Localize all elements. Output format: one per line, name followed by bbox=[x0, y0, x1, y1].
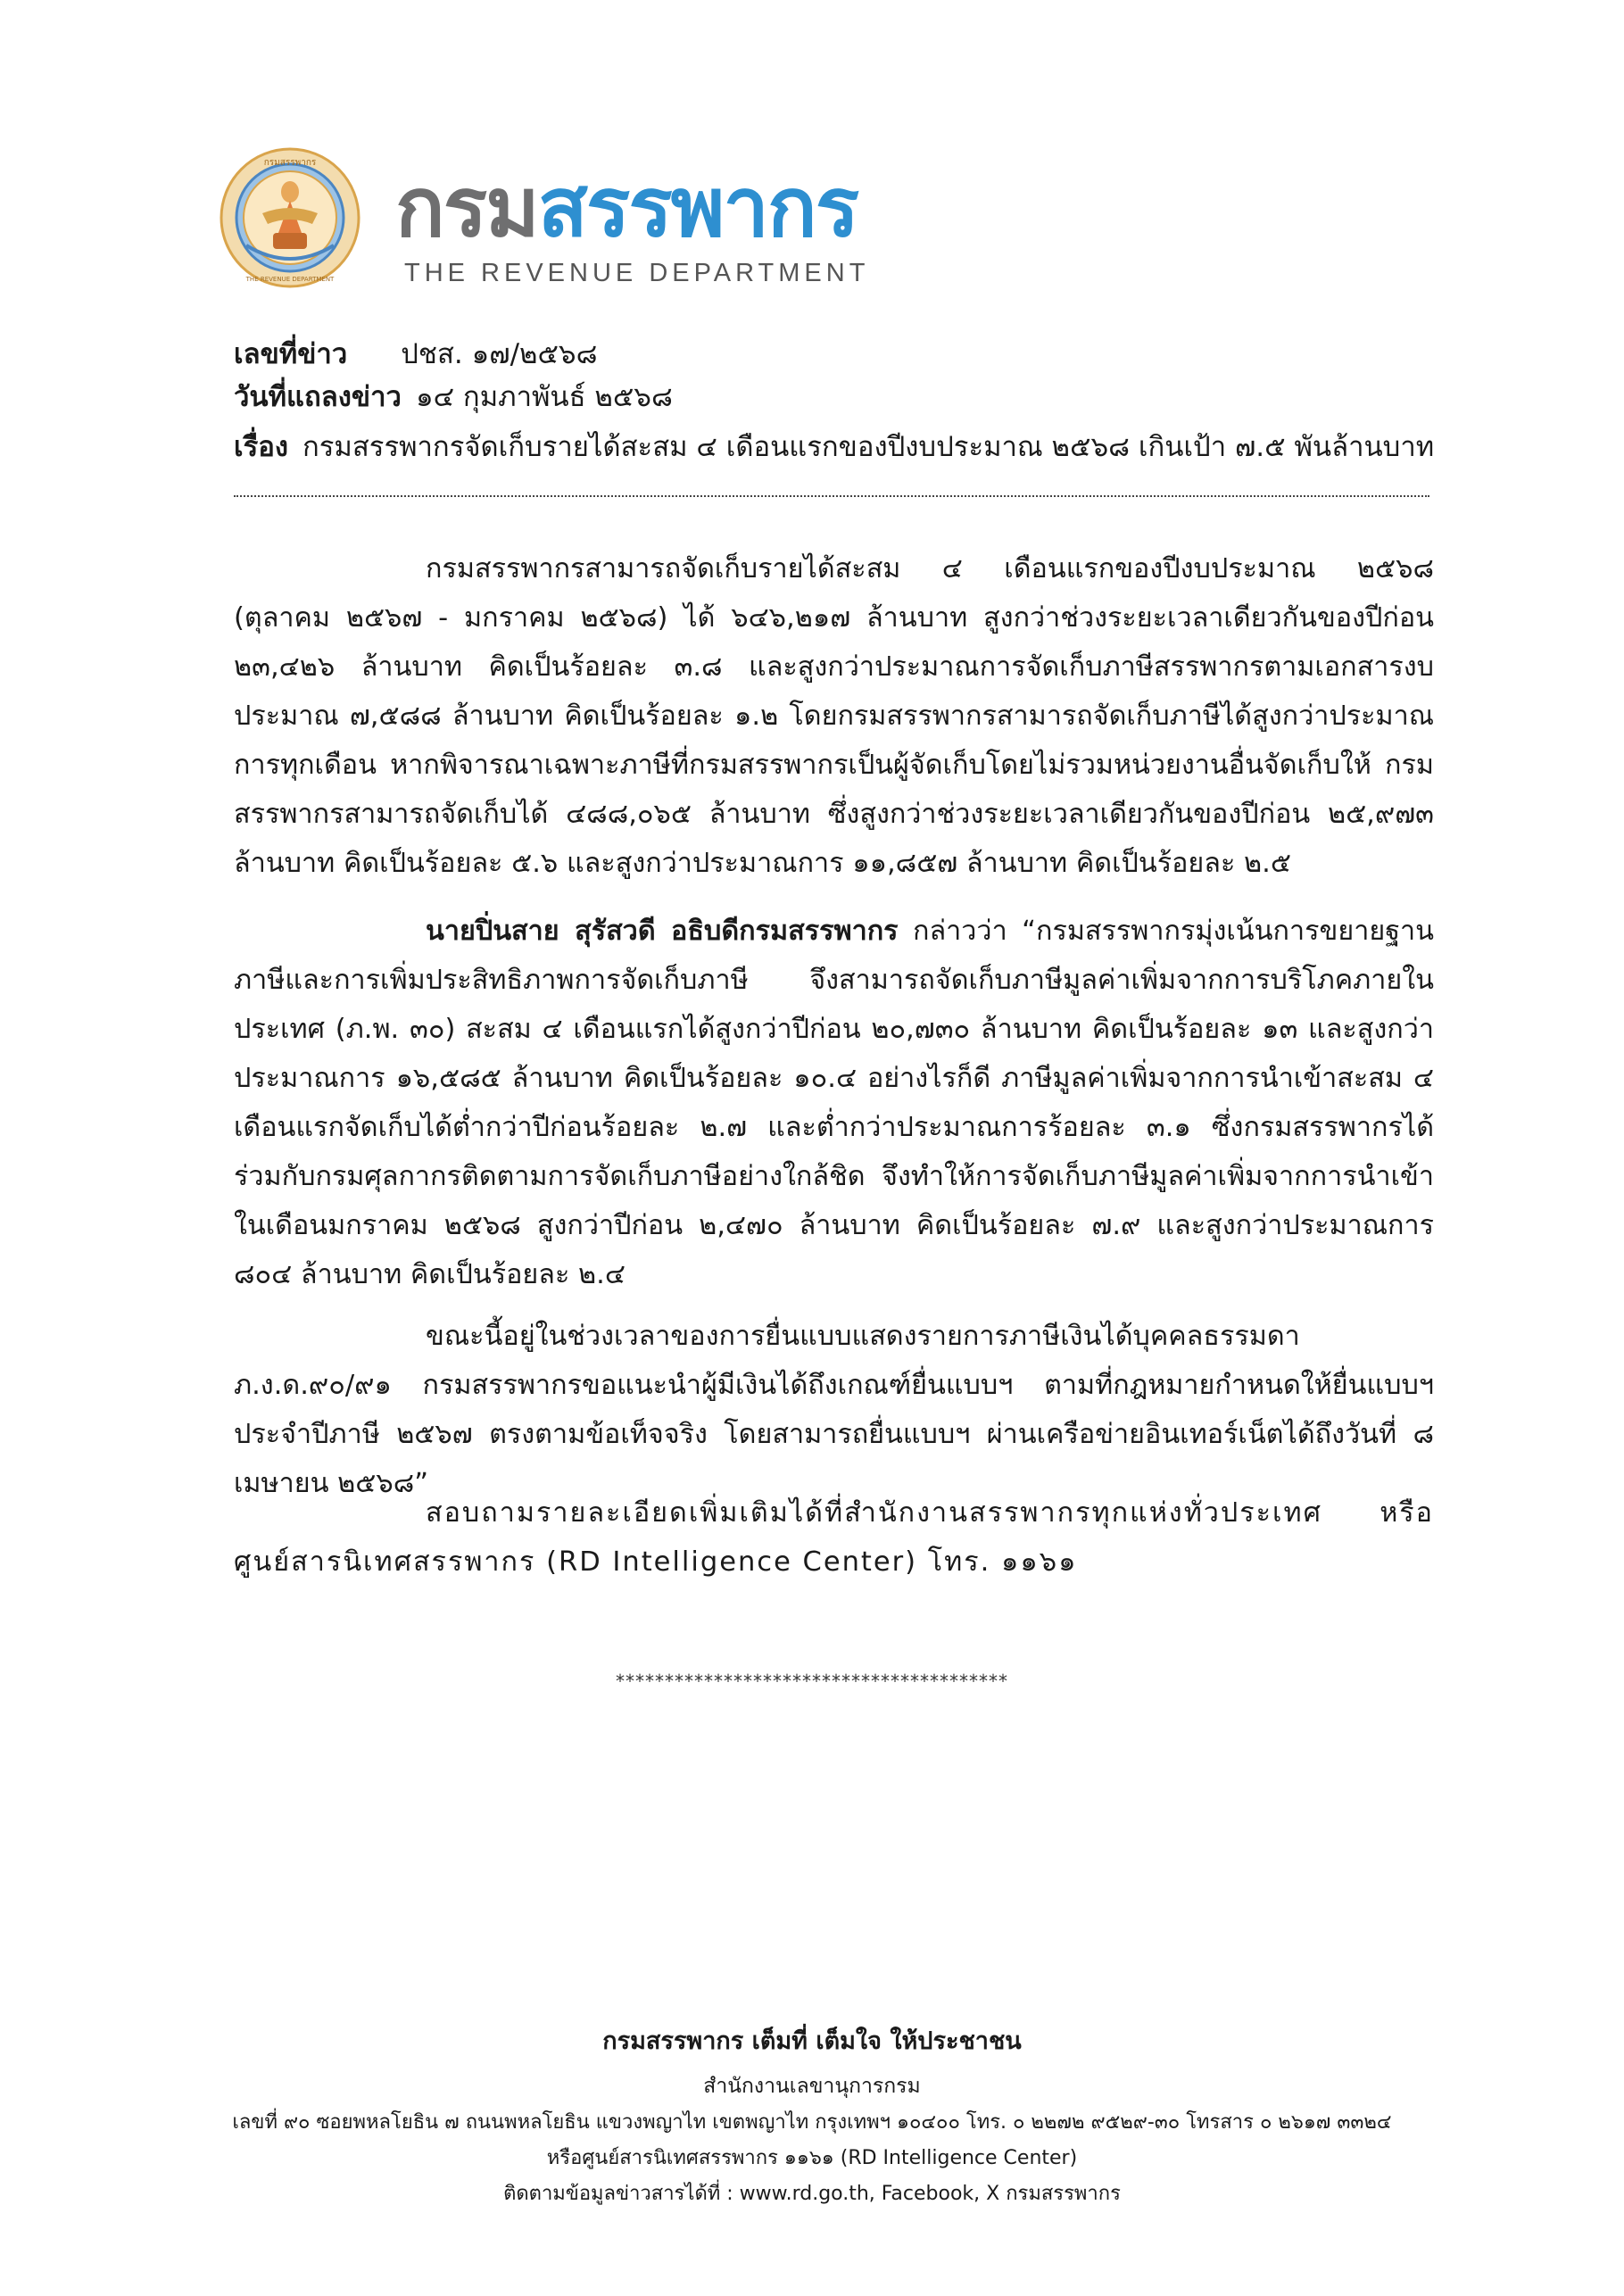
brand-title-english: THE REVENUE DEPARTMENT bbox=[404, 259, 870, 287]
footer-office: สำนักงานเลขานุการกรม bbox=[703, 2075, 921, 2098]
paragraph-director-statement bbox=[234, 907, 1434, 1299]
paragraph-tax-filing-advice: ขณะนี้อยู่ในช่วงเวลาของการยื่นแบบแสดงรายการภาษีเงินได้บุคคลธรรมดา ภ.ง.ด.๙๐/๙๑ กรมสรรพากรขอแนะนำผู้มีเงินได้ถึงเกณฑ์ยื่นแบบฯ ตามที่กฎหมายกำหนดให้ยื่นแบบฯ ประจำปีภาษี ๒๕๖๗ ตรงตามข้อเท็จจริง โดยสามารถยื่นแบบฯ ผ่านเครือข่ายอินเทอร์เน็ตได้ถึงวันที่ ๘ เมษายน ๒๕๖๘” bbox=[234, 1321, 1434, 1499]
end-of-text-marker: **************************************** bbox=[616, 1670, 1008, 1692]
svg-text:THE REVENUE DEPARTMENT: THE REVENUE DEPARTMENT bbox=[245, 276, 335, 283]
news-number-label: เลขที่ข่าว bbox=[234, 338, 348, 370]
brand-title-part-gray: กรม bbox=[395, 160, 538, 255]
news-number-value: ปชส. ๑๗/๒๕๖๘ bbox=[401, 338, 598, 370]
subject-line bbox=[234, 429, 1434, 465]
footer-address: เลขที่ ๙๐ ซอยพหลโยธิน ๗ ถนนพหลโยธิน แขวงพญาไท เขตพญาไท กรุงเทพฯ ๑๐๔๐๐ โทร. ๐ ๒๒๗๒ ๙๕๒๙-๓๐ โทรสาร ๐ ๒๖๑๗ ๓๓๒๔ bbox=[232, 2111, 1392, 2134]
statement-text: กล่าวว่า “กรมสรรพากรมุ่งเน้นการขยายฐานภาษีและการเพิ่มประสิทธิภาพการจัดเก็บภาษี จึงสามารถจัดเก็บภาษีมูลค่าเพิ่มจากการบริโภคภายในประเทศ (ภ.พ. ๓๐) สะสม ๔ เดือนแรกได้สูงกว่าปีก่อน ๒๐,๗๓๐ ล้านบาท คิดเป็นร้อยละ ๑๓ และสูงกว่าประมาณการ ๑๖,๕๘๕ ล้านบาท คิดเป็นร้อยละ ๑๐.๔ อย่างไรก็ดี ภาษีมูลค่าเพิ่มจากการนำเข้าสะสม ๔ เดือนแรกจัดเก็บได้ต่ำกว่าปีก่อนร้อยละ ๒.๗ และต่ำกว่าประมาณการร้อยละ ๓.๑ ซึ่งกรมสรรพากรได้ร่วมกับกรมศุลกากรติดตามการจัดเก็บภาษีอย่างใกล้ชิด จึงทำให้การจัดเก็บภาษีมูลค่าเพิ่มจากการนำเข้าในเดือนมกราคม ๒๕๖๘ สูงกว่าปีก่อน ๒,๔๗๐ ล้านบาท คิดเป็นร้อยละ ๗.๙ และสูงกว่าประมาณการ ๘๐๔ ล้านบาท คิดเป็นร้อยละ ๒.๔ bbox=[234, 916, 1435, 1290]
release-date-line bbox=[234, 379, 673, 415]
footer-follow-links: ติดตามข้อมูลข่าวสารได้ที่ : www.rd.go.th, Facebook, X กรมสรรพากร bbox=[503, 2183, 1121, 2205]
news-number-line bbox=[234, 336, 598, 372]
revenue-department-seal-icon bbox=[220, 147, 360, 288]
paragraph-contact-info: สอบถามรายละเอียดเพิ่มเติมได้ที่สำนักงานสรรพากรทุกแห่งทั่วประเทศ หรือศูนย์สารนิเทศสรรพากร (RD Intelligence Center) โทร. ๑๑๖๑ bbox=[234, 1497, 1434, 1578]
release-date-label: วันที่แถลงข่าว bbox=[234, 381, 402, 413]
release-date-value: ๑๔ กุมภาพันธ์ ๒๕๖๘ bbox=[415, 381, 673, 413]
brand-title-thai bbox=[395, 160, 858, 255]
speaker-name: นายปิ่นสาย สุรัสวดี อธิบดีกรมสรรพากร bbox=[426, 916, 899, 947]
paragraph-revenue-summary: กรมสรรพากรสามารถจัดเก็บรายได้สะสม ๔ เดือนแรกของปีงบประมาณ ๒๕๖๘ (ตุลาคม ๒๕๖๗ - มกราคม ๒๕๖๘) ได้ ๖๔๖,๒๑๗ ล้านบาท สูงกว่าช่วงระยะเวลาเดียวกันของปีก่อน ๒๓,๔๒๖ ล้านบาท คิดเป็นร้อยละ ๓.๘ และสูงกว่าประมาณการจัดเก็บภาษีสรรพากรตามเอกสารงบประมาณ ๗,๕๘๘ ล้านบาท คิดเป็นร้อยละ ๑.๒ โดยกรมสรรพากรสามารถจัดเก็บภาษีได้สูงกว่าประมาณการทุกเดือน หากพิจารณาเฉพาะภาษีที่กรมสรรพากรเป็นผู้จัดเก็บโดยไม่รวมหน่วยงานอื่นจัดเก็บให้ กรมสรรพากรสามารถจัดเก็บได้ ๔๘๘,๐๖๕ ล้านบาท ซึ่งสูงกว่าช่วงระยะเวลาเดียวกันของปีก่อน ๒๕,๙๗๓ ล้านบาท คิดเป็นร้อยละ ๕.๖ และสูงกว่าประมาณการ ๑๑,๘๕๗ ล้านบาท คิดเป็นร้อยละ ๒.๕ bbox=[234, 553, 1434, 879]
svg-text:กรมสรรพากร: กรมสรรพากร bbox=[263, 158, 317, 168]
brand-title-part-blue: สรรพากร bbox=[537, 160, 858, 255]
footer-center: หรือศูนย์สารนิเทศสรรพากร ๑๑๖๑ (RD Intelligence Center) bbox=[546, 2147, 1078, 2169]
subject-label: เรื่อง bbox=[234, 431, 289, 463]
revenue-department-logo bbox=[220, 147, 870, 294]
subject-value: กรมสรรพากรจัดเก็บรายได้สะสม ๔ เดือนแรกของปีงบประมาณ ๒๕๖๘ เกินเป้า ๗.๕ พันล้านบาท bbox=[302, 431, 1435, 463]
dotted-divider bbox=[234, 495, 1429, 499]
footer-slogan: กรมสรรพากร เต็มที่ เต็มใจ ให้ประชาชน bbox=[602, 2027, 1022, 2055]
